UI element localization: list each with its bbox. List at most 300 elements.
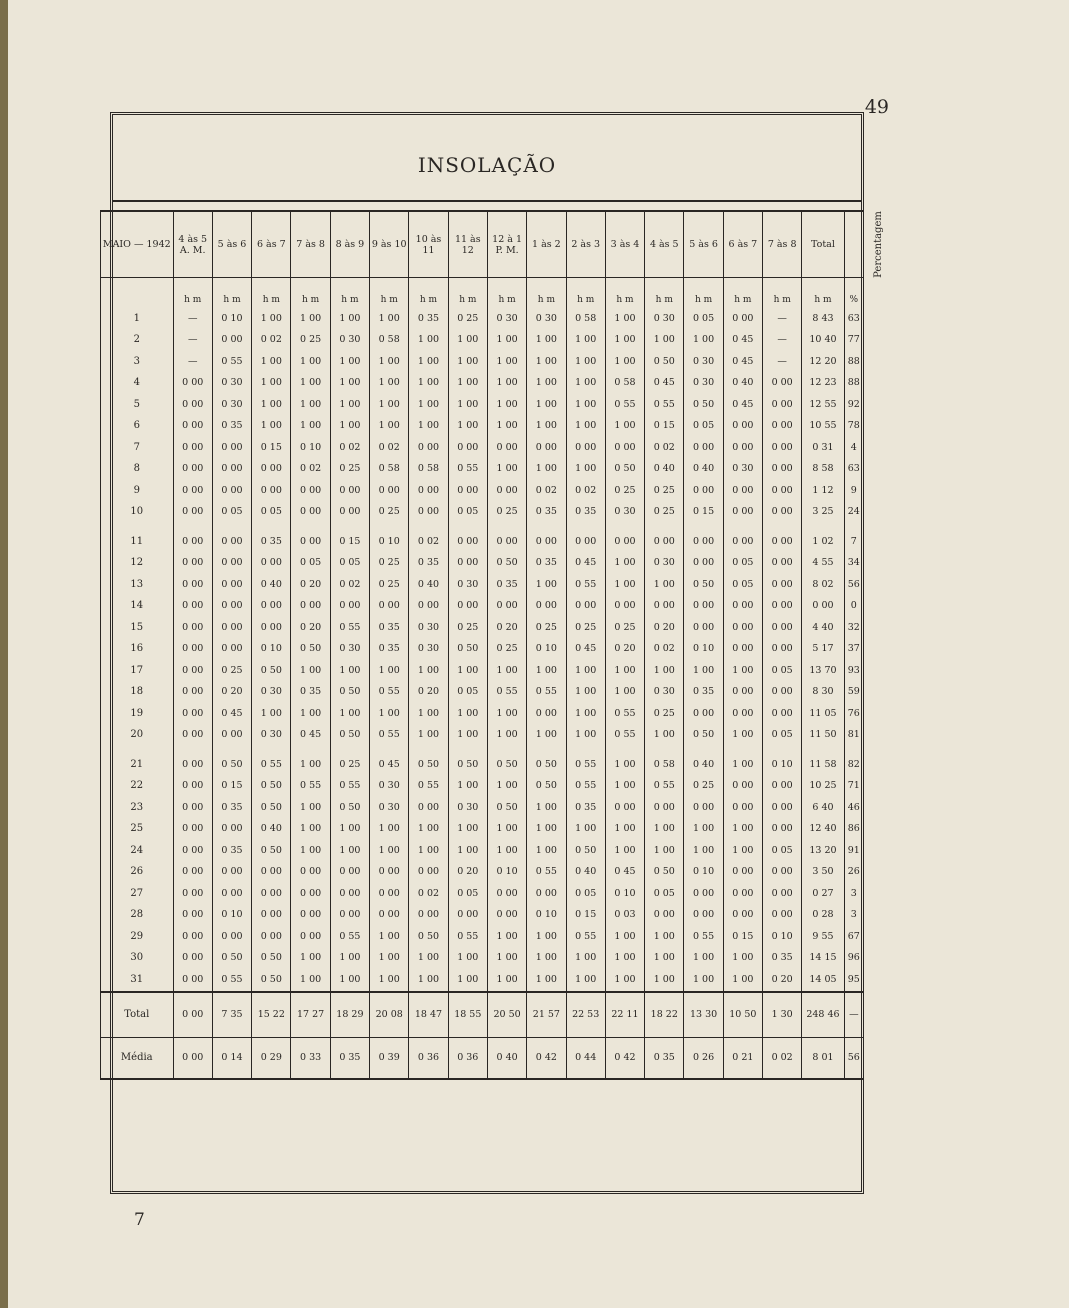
table-cell: 1 00: [566, 459, 605, 481]
table-cell: 1 00: [645, 725, 684, 747]
row-label: 23: [101, 797, 174, 819]
row-label: 5: [101, 394, 174, 416]
table-cell: 0 00: [212, 725, 251, 747]
table-cell: 1 00: [605, 754, 644, 776]
table-cell: 0 58: [370, 459, 409, 481]
column-header: 7 às 8: [763, 211, 802, 278]
table-cell: 1 00: [605, 574, 644, 596]
table-cell: 1 00: [370, 703, 409, 725]
table-cell: 0 50: [291, 639, 330, 661]
table-cell: 0 35: [370, 639, 409, 661]
table-cell: 88: [844, 351, 863, 373]
table-cell: 0 55: [527, 682, 566, 704]
table-cell: 18 47: [409, 992, 448, 1038]
table-cell: 0 10: [212, 905, 251, 927]
table-cell: —: [173, 351, 212, 373]
table-cell: 0 02: [763, 1037, 802, 1079]
table-cell: 11 50: [802, 725, 844, 747]
table-cell: 0 00: [763, 416, 802, 438]
title-box: [113, 115, 861, 202]
table-cell: 1 00: [330, 819, 369, 841]
table-cell: 0 30: [448, 574, 487, 596]
column-header: 11 às 12: [448, 211, 487, 278]
table-cell: 0 00: [291, 883, 330, 905]
table-cell: 1 00: [291, 840, 330, 862]
page-title: INSOLAÇÃO: [417, 153, 557, 177]
table-cell: 1 00: [527, 660, 566, 682]
table-cell: 0 55: [487, 682, 526, 704]
table-cell: 0 30: [330, 639, 369, 661]
table-cell: 0 15: [566, 905, 605, 927]
table-cell: 1 00: [409, 703, 448, 725]
table-cell: 0 00: [370, 883, 409, 905]
table-cell: 1 00: [605, 840, 644, 862]
table-cell: 0 15: [212, 776, 251, 798]
table-cell: 0 50: [684, 394, 723, 416]
table-cell: 0 00: [448, 437, 487, 459]
table-cell: 0 00: [212, 574, 251, 596]
table-row: [101, 553, 864, 575]
table-cell: 0 00: [723, 617, 762, 639]
table-cell: 1 12: [802, 480, 844, 502]
row-label: 25: [101, 819, 174, 841]
table-cell: 1 00: [409, 948, 448, 970]
table-cell: 0 00: [173, 480, 212, 502]
table-cell: 20 08: [370, 992, 409, 1038]
table-cell: 0 20: [212, 682, 251, 704]
table-cell: 0 50: [330, 682, 369, 704]
table-cell: 0 00: [173, 617, 212, 639]
table-row: [101, 502, 864, 524]
table-cell: 12 23: [802, 373, 844, 395]
table-cell: 0 00: [252, 926, 291, 948]
table-cell: 1 00: [409, 394, 448, 416]
table-cell: 0 00: [330, 905, 369, 927]
table-cell: h m: [409, 278, 448, 309]
table-cell: 0 00: [173, 819, 212, 841]
table-cell: 1 00: [527, 926, 566, 948]
table-cell: 0 00: [763, 437, 802, 459]
table-cell: 0 15: [723, 926, 762, 948]
table-cell: 0 50: [684, 725, 723, 747]
table-cell: 0 10: [763, 926, 802, 948]
row-label: 2: [101, 330, 174, 352]
table-cell: 0 00: [212, 883, 251, 905]
table-cell: 0 33: [291, 1037, 330, 1079]
table-cell: 1 00: [370, 926, 409, 948]
table-cell: 0 55: [330, 776, 369, 798]
table-cell: 4: [844, 437, 863, 459]
table-cell: 0 50: [212, 948, 251, 970]
table-cell: 0 25: [291, 330, 330, 352]
table-cell: 17 27: [291, 992, 330, 1038]
table-cell: 1 00: [409, 725, 448, 747]
table-cell: 0 35: [370, 617, 409, 639]
table-cell: 1 00: [527, 373, 566, 395]
table-cell: 1 00: [605, 351, 644, 373]
table-cell: 56: [844, 574, 863, 596]
table-cell: 0 02: [409, 531, 448, 553]
table-cell: 12 40: [802, 819, 844, 841]
table-cell: 8 01: [802, 1037, 844, 1079]
row-label: 8: [101, 459, 174, 481]
table-cell: 1 00: [330, 308, 369, 330]
table-cell: 7: [844, 531, 863, 553]
table-cell: 0 35: [212, 416, 251, 438]
row-label: Média: [101, 1037, 174, 1079]
table-cell: 0 31: [802, 437, 844, 459]
table-cell: 1 00: [605, 969, 644, 992]
table-cell: 0 40: [409, 574, 448, 596]
table-cell: 32: [844, 617, 863, 639]
table-cell: 1 00: [723, 725, 762, 747]
table-frame: [102, 112, 884, 1194]
table-cell: 1 00: [527, 574, 566, 596]
table-cell: 0 20: [645, 617, 684, 639]
table-cell: 0 02: [370, 437, 409, 459]
table-cell: 0 14: [212, 1037, 251, 1079]
table-cell: 1 00: [527, 459, 566, 481]
table-cell: 13 20: [802, 840, 844, 862]
table-cell: 1 00: [605, 776, 644, 798]
table-cell: 0 35: [330, 1037, 369, 1079]
table-cell: 0 25: [487, 639, 526, 661]
table-cell: 0 00: [763, 394, 802, 416]
table-cell: 0 36: [448, 1037, 487, 1079]
table-cell: 0 00: [173, 394, 212, 416]
table-cell: 0 50: [448, 754, 487, 776]
table-cell: 1 02: [802, 531, 844, 553]
table-cell: —: [763, 330, 802, 352]
table-row: [101, 754, 864, 776]
table-cell: 0 10: [763, 754, 802, 776]
table-cell: 1 00: [645, 926, 684, 948]
table-cell: 0 00: [252, 862, 291, 884]
table-cell: 1 00: [723, 819, 762, 841]
table-row: [101, 480, 864, 502]
table-cell: 0 00: [173, 574, 212, 596]
table-cell: 11 58: [802, 754, 844, 776]
table-cell: 0 05: [448, 682, 487, 704]
table-cell: 0 55: [566, 754, 605, 776]
table-cell: 0 02: [252, 330, 291, 352]
table-cell: 15 22: [252, 992, 291, 1038]
table-cell: 1 00: [448, 969, 487, 992]
table-cell: 0 02: [330, 574, 369, 596]
table-cell: 8 02: [802, 574, 844, 596]
table-cell: 0 55: [330, 926, 369, 948]
table-cell: 1 00: [527, 948, 566, 970]
table-cell: 1 00: [645, 819, 684, 841]
table-cell: 1 00: [723, 660, 762, 682]
table-cell: 0 00: [252, 617, 291, 639]
table-cell: 0 00: [763, 682, 802, 704]
table-cell: 0 00: [763, 883, 802, 905]
table-cell: 18 55: [448, 992, 487, 1038]
column-header: Percentagem: [844, 211, 863, 278]
table-cell: 1 00: [448, 416, 487, 438]
column-header: 12 à 1 P. M.: [487, 211, 526, 278]
table-cell: 0 05: [448, 502, 487, 524]
table-cell: 1 00: [605, 948, 644, 970]
table-cell: 3: [844, 905, 863, 927]
table-cell: 0 00: [212, 617, 251, 639]
table-cell: 0 35: [212, 840, 251, 862]
table-cell: 0 21: [723, 1037, 762, 1079]
table-cell: 0 20: [409, 682, 448, 704]
table-cell: 1 00: [684, 948, 723, 970]
table-cell: 0 30: [645, 308, 684, 330]
table-cell: 10 25: [802, 776, 844, 798]
table-cell: 0 00: [173, 373, 212, 395]
table-row: [101, 416, 864, 438]
table-cell: 59: [844, 682, 863, 704]
table-cell: 0 25: [645, 502, 684, 524]
table-cell: 0 50: [448, 639, 487, 661]
table-cell: 1 00: [645, 948, 684, 970]
row-label: 12: [101, 553, 174, 575]
row-label: 9: [101, 480, 174, 502]
table-cell: 0 39: [370, 1037, 409, 1079]
table-cell: 1 00: [252, 394, 291, 416]
table-cell: 0 55: [370, 725, 409, 747]
table-cell: 0 00: [684, 531, 723, 553]
table-cell: 0 25: [605, 617, 644, 639]
table-cell: 1 00: [291, 819, 330, 841]
table-cell: 6 40: [802, 797, 844, 819]
table-cell: 0 10: [605, 883, 644, 905]
table-cell: h m: [212, 278, 251, 309]
table-cell: 0 00: [212, 437, 251, 459]
table-cell: 1 00: [684, 840, 723, 862]
table-cell: 0 00: [330, 596, 369, 618]
table-cell: 0 50: [527, 776, 566, 798]
table-cell: 1 00: [291, 754, 330, 776]
table-cell: 1 00: [409, 819, 448, 841]
table-cell: 0 05: [291, 553, 330, 575]
table-cell: 1 00: [409, 330, 448, 352]
row-label: 27: [101, 883, 174, 905]
table-cell: 0 50: [684, 574, 723, 596]
table-cell: 3 25: [802, 502, 844, 524]
table-cell: 9: [844, 480, 863, 502]
table-cell: 0 50: [566, 840, 605, 862]
table-cell: 0 20: [605, 639, 644, 661]
table-cell: 1 00: [448, 840, 487, 862]
table-cell: 1 00: [330, 703, 369, 725]
table-cell: 1 00: [566, 682, 605, 704]
row-label: 28: [101, 905, 174, 927]
table-cell: 1 00: [370, 416, 409, 438]
table-cell: 0 30: [645, 682, 684, 704]
table-cell: 1 00: [291, 373, 330, 395]
table-cell: 76: [844, 703, 863, 725]
table-cell: 1 00: [370, 819, 409, 841]
table-cell: 10 40: [802, 330, 844, 352]
table-cell: 0 55: [566, 926, 605, 948]
table-cell: 0 00: [723, 502, 762, 524]
table-cell: h m: [605, 278, 644, 309]
table-cell: 1 00: [330, 394, 369, 416]
table-cell: 0 35: [409, 308, 448, 330]
table-cell: 1 00: [723, 969, 762, 992]
table-cell: 1 00: [448, 394, 487, 416]
table-cell: 1 00: [684, 819, 723, 841]
column-header: 9 às 10: [370, 211, 409, 278]
table-cell: 1 00: [252, 351, 291, 373]
table-cell: 0 45: [723, 394, 762, 416]
table-cell: 0 00: [212, 480, 251, 502]
insolation-table: [100, 210, 884, 1080]
table-cell: 0 00: [173, 725, 212, 747]
table-row: [101, 948, 864, 970]
table-cell: 1 00: [723, 754, 762, 776]
table-cell: 0 00: [173, 883, 212, 905]
table-cell: 46: [844, 797, 863, 819]
column-header: 2 às 3: [566, 211, 605, 278]
table-cell: 1 00: [448, 948, 487, 970]
table-row: [101, 797, 864, 819]
table-cell: 0 25: [448, 308, 487, 330]
table-cell: 0 00: [684, 883, 723, 905]
table-cell: 1 00: [448, 725, 487, 747]
table-cell: 0 30: [212, 373, 251, 395]
row-label: 18: [101, 682, 174, 704]
table-cell: 8 58: [802, 459, 844, 481]
table-cell: 0 50: [409, 926, 448, 948]
table-cell: 0 50: [212, 754, 251, 776]
table-cell: 0 40: [684, 459, 723, 481]
table-cell: 0 00: [252, 480, 291, 502]
table-cell: 0 00: [723, 862, 762, 884]
table-cell: 0 50: [252, 776, 291, 798]
row-label: Total: [101, 992, 174, 1038]
table-row: [101, 776, 864, 798]
insolation-table-wrapper: [100, 210, 884, 1080]
row-label: 29: [101, 926, 174, 948]
table-cell: 0 00: [409, 480, 448, 502]
table-cell: 24: [844, 502, 863, 524]
table-cell: 0 00: [763, 480, 802, 502]
table-cell: 1 00: [487, 351, 526, 373]
table-cell: 22 53: [566, 992, 605, 1038]
table-cell: 0 00: [448, 531, 487, 553]
table-cell: 0 00: [723, 703, 762, 725]
table-cell: 67: [844, 926, 863, 948]
table-cell: 0 00: [605, 437, 644, 459]
table-cell: 0 00: [291, 480, 330, 502]
table-cell: 0 25: [566, 617, 605, 639]
row-label: 31: [101, 969, 174, 992]
table-cell: 0 00: [252, 459, 291, 481]
table-cell: 0 05: [763, 660, 802, 682]
table-cell: 0 00: [252, 553, 291, 575]
table-cell: 0 00: [173, 905, 212, 927]
table-cell: 0 00: [645, 596, 684, 618]
table-cell: 8 43: [802, 308, 844, 330]
table-cell: 0 00: [645, 531, 684, 553]
unit-row: [101, 278, 864, 309]
table-cell: 1 00: [448, 351, 487, 373]
table-cell: 0 00: [330, 502, 369, 524]
table-cell: h m: [330, 278, 369, 309]
table-cell: 0 30: [252, 682, 291, 704]
table-cell: 0 10: [370, 531, 409, 553]
table-cell: 0 45: [605, 862, 644, 884]
row-label: 22: [101, 776, 174, 798]
column-header: 6 às 7: [723, 211, 762, 278]
column-header: 6 às 7: [252, 211, 291, 278]
table-cell: 0 00: [763, 531, 802, 553]
table-cell: 1 00: [487, 416, 526, 438]
table-cell: 0 00: [291, 596, 330, 618]
table-cell: 0 00: [763, 553, 802, 575]
table-cell: 0 00: [173, 596, 212, 618]
table-cell: 0 45: [566, 639, 605, 661]
table-cell: 1 00: [370, 969, 409, 992]
table-cell: 0 00: [763, 905, 802, 927]
table-cell: 0: [844, 596, 863, 618]
table-cell: 0 35: [763, 948, 802, 970]
table-row: [101, 531, 864, 553]
row-label: 19: [101, 703, 174, 725]
table-cell: 0 40: [684, 754, 723, 776]
table-cell: 1 00: [645, 574, 684, 596]
table-cell: 0 30: [370, 776, 409, 798]
table-cell: 0 00: [291, 531, 330, 553]
table-cell: 0 40: [645, 459, 684, 481]
table-cell: 0 40: [252, 819, 291, 841]
table-cell: 0 02: [409, 883, 448, 905]
row-label: 1: [101, 308, 174, 330]
table-cell: 1 00: [645, 969, 684, 992]
row-label: 30: [101, 948, 174, 970]
table-cell: 0 30: [409, 617, 448, 639]
table-cell: 0 35: [487, 574, 526, 596]
row-spacer: [101, 523, 864, 531]
table-cell: 1 00: [330, 416, 369, 438]
table-cell: 0 00: [409, 437, 448, 459]
table-cell: 0 00: [173, 948, 212, 970]
table-cell: 14 15: [802, 948, 844, 970]
table-cell: 0 58: [645, 754, 684, 776]
table-cell: 1 00: [252, 416, 291, 438]
table-cell: 1 00: [487, 725, 526, 747]
table-cell: 12 55: [802, 394, 844, 416]
row-label: 13: [101, 574, 174, 596]
row-label: 10: [101, 502, 174, 524]
table-cell: 11 05: [802, 703, 844, 725]
table-cell: 0 00: [252, 883, 291, 905]
table-cell: 1 00: [409, 373, 448, 395]
table-cell: 1 00: [252, 703, 291, 725]
table-row: [101, 703, 864, 725]
table-cell: 1 00: [723, 840, 762, 862]
table-cell: 0 00: [173, 437, 212, 459]
table-cell: 0 00: [723, 639, 762, 661]
table-cell: 0 35: [527, 502, 566, 524]
table-cell: 0 05: [566, 883, 605, 905]
table-cell: 1 00: [252, 373, 291, 395]
table-cell: 1 00: [487, 948, 526, 970]
row-label: 21: [101, 754, 174, 776]
table-cell: 0 15: [684, 502, 723, 524]
table-cell: 0 35: [291, 682, 330, 704]
table-cell: 1 00: [370, 351, 409, 373]
table-cell: 0 55: [605, 725, 644, 747]
table-cell: 0 00: [527, 703, 566, 725]
table-cell: h m: [566, 278, 605, 309]
